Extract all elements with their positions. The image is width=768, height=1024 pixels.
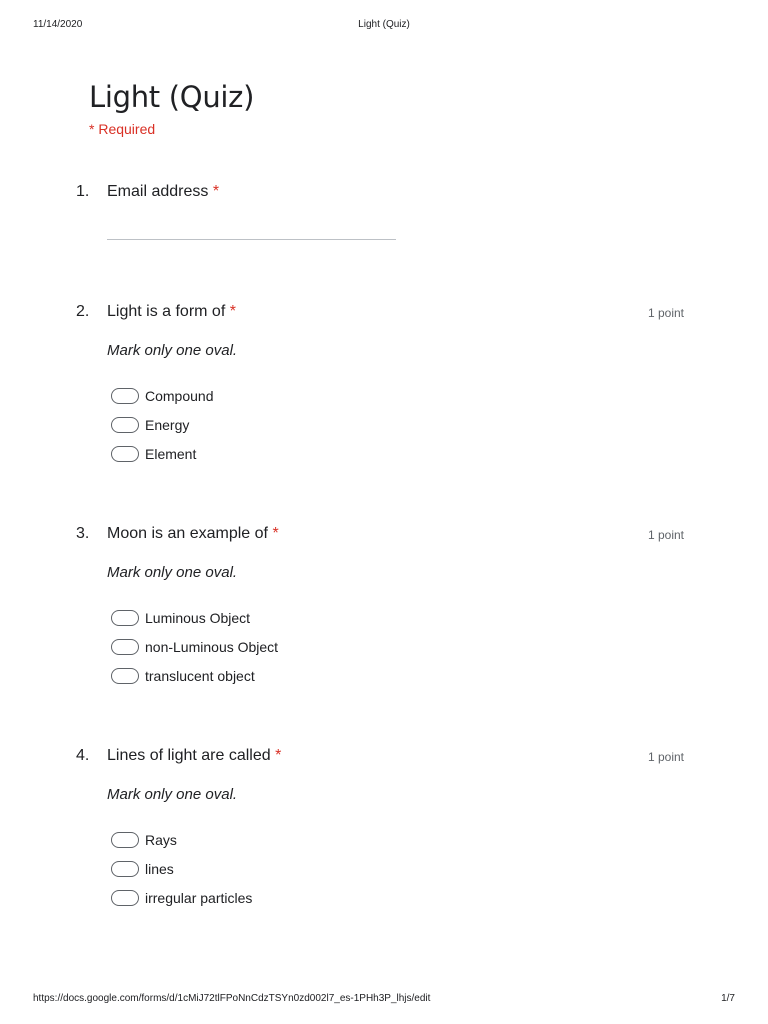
question-label: Email address	[107, 183, 209, 200]
option-irregular-particles[interactable]	[111, 883, 252, 912]
question-label: Moon is an example of	[107, 525, 268, 542]
option-label: Luminous Object	[145, 609, 251, 626]
option-luminous-object[interactable]	[111, 603, 278, 632]
required-star: *	[212, 183, 220, 200]
question-instruction: Mark only one oval.	[107, 564, 238, 581]
question-label: Lines of light are called	[107, 747, 271, 764]
question-text	[107, 183, 219, 201]
radio-oval[interactable]	[111, 890, 139, 906]
print-page-number: 1/7	[721, 993, 735, 1004]
option-label: non-Luminous Object	[145, 638, 279, 655]
option-non-luminous-object[interactable]	[111, 632, 278, 661]
option-label: irregular particles	[145, 889, 253, 906]
option-compound[interactable]	[111, 381, 214, 410]
option-label: Rays	[145, 831, 177, 848]
option-energy[interactable]	[111, 410, 214, 439]
question-number: 2.	[76, 303, 90, 320]
option-translucent-object[interactable]	[111, 661, 278, 690]
required-star: *	[275, 747, 282, 764]
radio-oval[interactable]	[111, 832, 139, 848]
print-date: 11/14/2020	[33, 19, 83, 30]
option-label: Compound	[145, 387, 214, 404]
question-points: 1 point	[647, 528, 684, 542]
question-number: 1.	[76, 183, 90, 200]
option-label: translucent object	[145, 667, 255, 684]
question-number: 3.	[76, 525, 90, 542]
question-instruction: Mark only one oval.	[107, 342, 238, 359]
question-points: 1 point	[647, 750, 684, 764]
required-star: *	[272, 525, 279, 542]
options-list	[111, 603, 278, 690]
option-label: lines	[145, 860, 174, 877]
option-rays[interactable]	[111, 825, 252, 854]
option-label: Energy	[145, 416, 190, 433]
radio-oval[interactable]	[111, 639, 139, 655]
question-instruction: Mark only one oval.	[107, 786, 238, 803]
question-label: Light is a form of	[107, 303, 226, 320]
radio-oval[interactable]	[111, 417, 139, 433]
radio-oval[interactable]	[111, 388, 139, 404]
question-number: 4.	[76, 747, 90, 764]
question-points: 1 point	[647, 306, 684, 320]
radio-oval[interactable]	[111, 610, 139, 626]
required-note: * Required	[89, 121, 156, 137]
radio-oval[interactable]	[111, 668, 139, 684]
question-text	[107, 525, 279, 543]
option-label: Element	[145, 445, 197, 462]
print-header-title: Light (Quiz)	[358, 19, 410, 30]
option-lines[interactable]	[111, 854, 252, 883]
print-footer-url: https://docs.google.com/forms/d/1cMiJ72tlFPoNnCdzTSYn0zd002l7_es-1PHh3P_lhjs/edit	[33, 993, 431, 1004]
options-list	[111, 381, 214, 468]
email-input[interactable]	[107, 239, 396, 240]
question-text	[107, 303, 236, 321]
required-star: *	[229, 303, 236, 320]
radio-oval[interactable]	[111, 446, 139, 462]
radio-oval[interactable]	[111, 861, 139, 877]
option-element[interactable]	[111, 439, 214, 468]
options-list	[111, 825, 252, 912]
form-title: Light (Quiz)	[89, 80, 255, 114]
question-text	[107, 747, 281, 765]
